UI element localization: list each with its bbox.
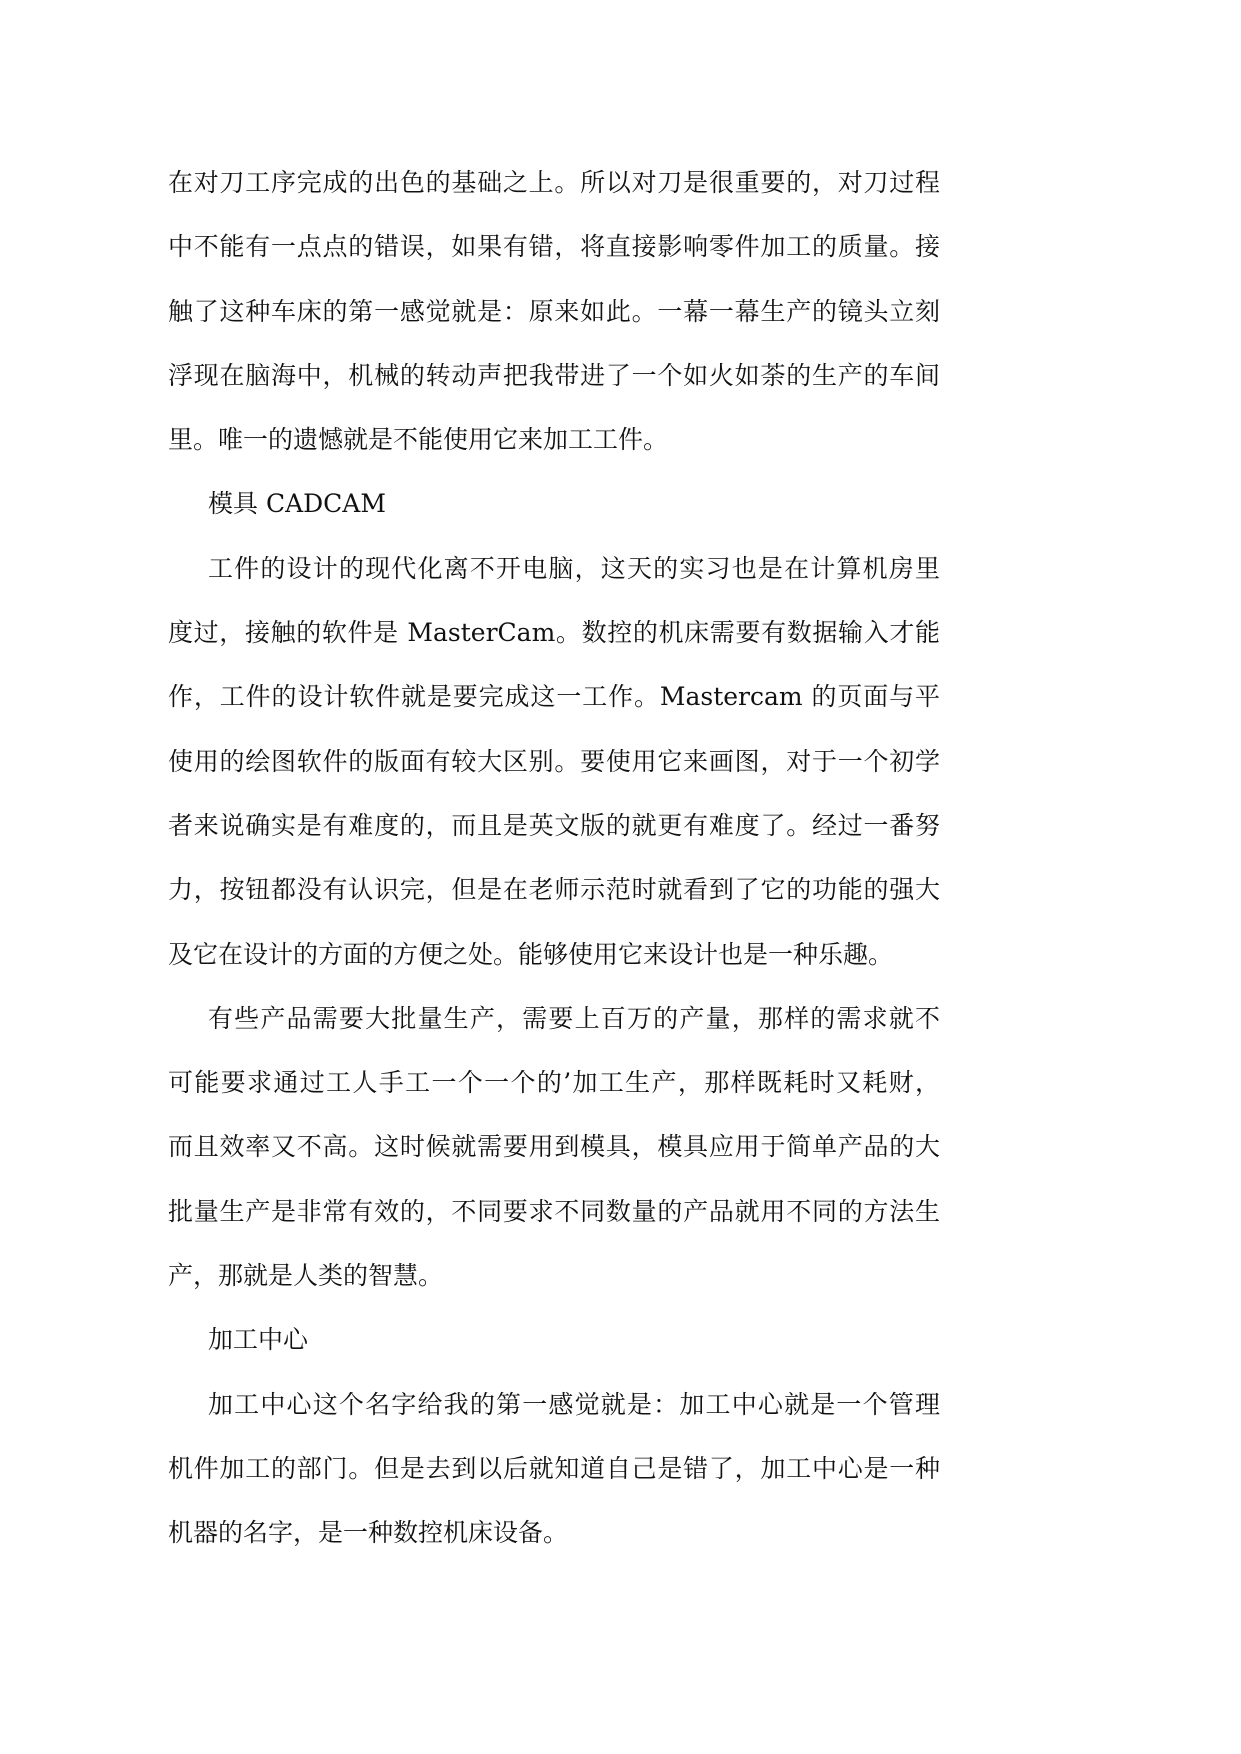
section-heading-text: 加工中心 [208, 1325, 309, 1355]
document-body [168, 151, 940, 1566]
paragraph [168, 537, 940, 987]
text-line: 度过，接触的软件是 MasterCam。数控的机床需要有数据输入才能 [168, 618, 940, 648]
text-line: 力，按钮都没有认识完，但是在老师示范时就看到了它的功能的强大 [168, 875, 940, 905]
text-line: 触了这种车床的第一感觉就是：原来如此。一幕一幕生产的镜头立刻 [168, 296, 940, 326]
text-line: 机件加工的部门。但是去到以后就知道自己是错了，加工中心是一种 [168, 1453, 940, 1483]
section-heading-text: 模具 CADCAM [208, 489, 386, 519]
paragraph [168, 987, 940, 1308]
text-line: 而且效率又不高。这时候就需要用到模具，模具应用于简单产品的大 [168, 1132, 940, 1162]
text-line: 机器的名字，是一种数控机床设备。 [168, 1518, 569, 1548]
text-line: 者来说确实是有难度的，而且是英文版的就更有难度了。经过一番努 [168, 810, 940, 840]
section-heading [168, 472, 940, 536]
text-line: 有些产品需要大批量生产，需要上百万的产量，那样的需求就不 [208, 1003, 940, 1033]
section-heading [168, 1308, 940, 1372]
text-line: 批量生产是非常有效的，不同要求不同数量的产品就用不同的方法生 [168, 1196, 940, 1226]
paragraph [168, 151, 940, 472]
text-line: 使用的绘图软件的版面有较大区别。要使用它来画图，对于一个初学 [168, 746, 940, 776]
text-line: 在对刀工序完成的出色的基础之上。所以对刀是很重要的，对刀过程 [168, 168, 940, 197]
text-line: 及它在设计的方面的方便之处。能够使用它来设计也是一种乐趣。 [168, 939, 894, 969]
paragraph [168, 1373, 940, 1566]
text-line: 工件的设计的现代化离不开电脑，这天的实习也是在计算机房里 [208, 553, 940, 583]
text-line: 加工中心这个名字给我的第一感觉就是：加工中心就是一个管理 [208, 1389, 940, 1419]
text-line: 作，工件的设计软件就是要完成这一工作。Mastercam 的页面与平 [168, 682, 940, 712]
text-line: 浮现在脑海中，机械的转动声把我带进了一个如火如荼的生产的车间 [168, 360, 940, 390]
text-line: 产，那就是人类的智慧。 [168, 1261, 444, 1291]
text-line: 中不能有一点点的错误，如果有错，将直接影响零件加工的质量。接 [168, 232, 940, 262]
text-line: 里。唯一的遗憾就是不能使用它来加工工件。 [168, 425, 669, 455]
text-line: 可能要求通过工人手工一个一个的’加工生产，那样既耗时又耗财， [168, 1068, 940, 1098]
